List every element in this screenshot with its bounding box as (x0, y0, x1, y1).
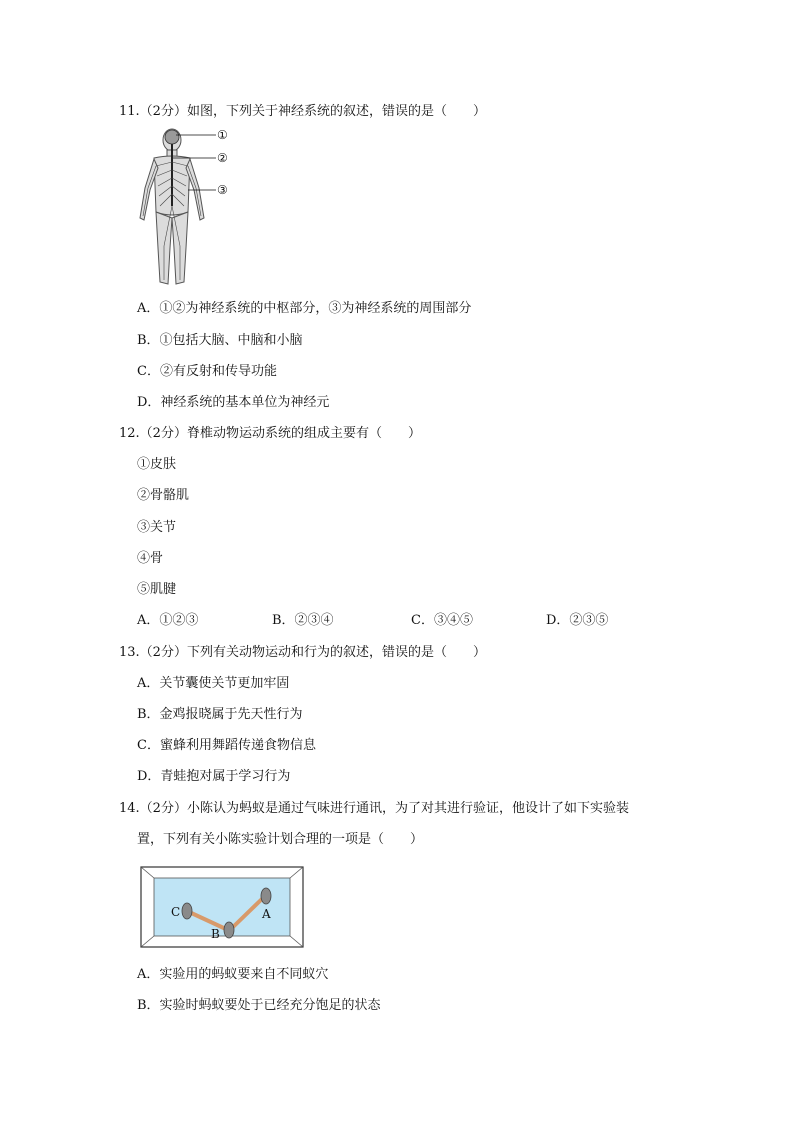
q11-option-b: B．①包括大脑、中脑和小脑 (137, 333, 303, 348)
q11-option-c: C．②有反射和传导功能 (137, 364, 277, 379)
q12-option-a: A．①②③ (137, 613, 199, 628)
q13-option-a: A．关节囊使关节更加牢固 (137, 676, 290, 691)
q13-option-b: B．金鸡报晓属于先天性行为 (137, 707, 303, 722)
q13-stem: 13.（2分）下列有关动物运动和行为的叙述，错误的是（ ） (119, 645, 486, 660)
q12-option-c: C．③④⑤ (411, 613, 473, 628)
chamber-label-c: C (171, 905, 181, 919)
q14-stem-line1: 14.（2分）小陈认为蚂蚁是通过气味进行通讯，为了对其进行验证，他设计了如下实验装 (119, 801, 629, 816)
q12-option-b: B．②③④ (272, 613, 334, 628)
figure-label-1: ① (217, 128, 228, 142)
q12-item-4: ④骨 (137, 551, 164, 566)
q12-item-5: ⑤肌腱 (137, 582, 177, 597)
q12-option-d: D．②③⑤ (546, 613, 609, 628)
chamber-label-a: A (262, 907, 271, 921)
q13-option-c: C．蜜蜂利用舞蹈传递食物信息 (137, 738, 316, 753)
q14-option-a: A．实验用的蚂蚁要来自不同蚁穴 (137, 967, 329, 982)
ant-experiment-figure (140, 866, 304, 948)
q12-item-2: ②骨骼肌 (137, 488, 190, 503)
nervous-system-figure (136, 126, 236, 290)
chamber-label-b: B (211, 927, 220, 941)
q11-stem: 11.（2分）如图，下列关于神经系统的叙述，错误的是（ ） (119, 104, 486, 119)
q12-item-1: ①皮肤 (137, 457, 177, 472)
figure-label-2: ② (217, 151, 228, 165)
q12-stem: 12.（2分）脊椎动物运动系统的组成主要有（ ） (119, 426, 421, 441)
q14-option-b: B．实验时蚂蚁要处于已经充分饱足的状态 (137, 998, 381, 1013)
q13-option-d: D．青蛙抱对属于学习行为 (137, 769, 291, 784)
q12-item-3: ③关节 (137, 520, 177, 535)
figure-label-3: ③ (217, 183, 228, 197)
q14-stem-line2: 置，下列有关小陈实验计划合理的一项是（ ） (137, 832, 424, 847)
q11-option-a: A．①②为神经系统的中枢部分，③为神经系统的周围部分 (137, 301, 472, 316)
q11-option-d: D．神经系统的基本单位为神经元 (137, 395, 330, 410)
